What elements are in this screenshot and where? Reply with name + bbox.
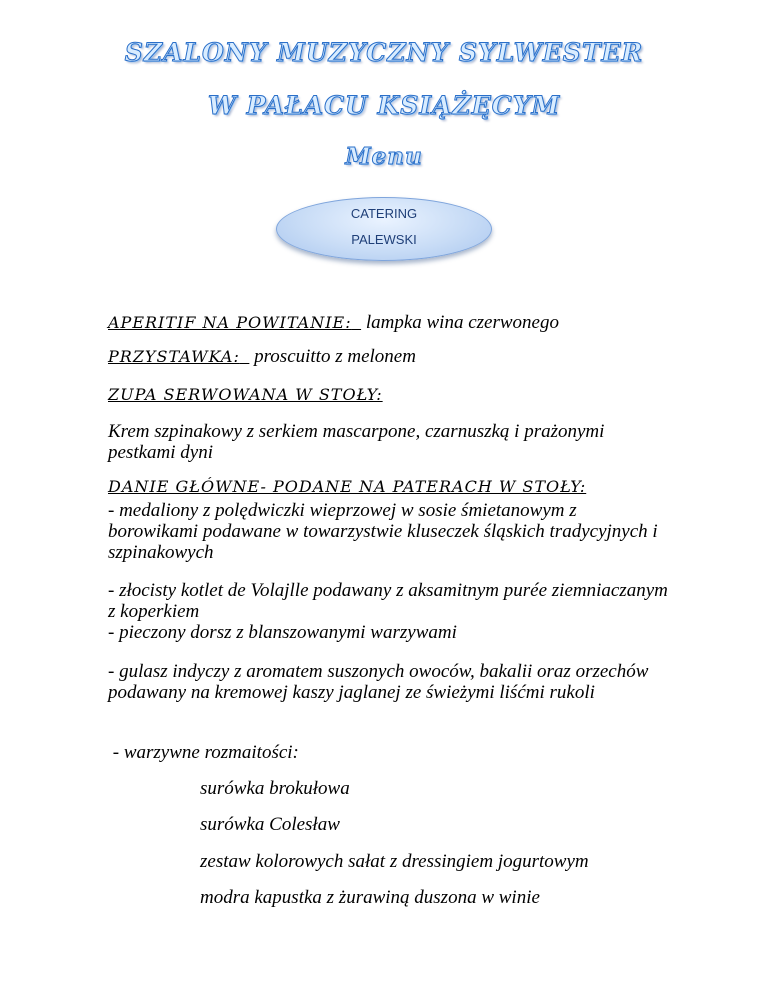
main-item-1: - medaliony z polędwiczki wieprzowej w sosie śmietanowym z borowikami podawane w towarzystwie kluseczek śląskich tradycyjnych i szpinakowych: [108, 500, 658, 563]
starter-heading: PRZYSTAWKA:: [108, 347, 240, 366]
catering-badge: [276, 197, 492, 261]
main-item-3: - gulasz indyczy z aromatem suszonych owoców, bakalii oraz orzechów podawany na kremowej kaszy jaglanej ze świeżymi liśćmi rukoli: [108, 661, 649, 703]
badge-line-2: PALEWSKI: [351, 232, 417, 247]
veg-item: surówka brokułowa: [200, 778, 350, 799]
veg-item: modra kapustka z żurawiną duszona w winie: [200, 887, 540, 908]
starter-text: proscuitto z melonem: [254, 346, 416, 367]
main-row: [108, 476, 586, 498]
venue-title: W PAŁACU KSIĄŻĘCYM: [207, 91, 561, 120]
main-heading: DANIE GŁÓWNE- PODANE NA PATERACH W STOŁY:: [108, 477, 587, 496]
veg-item: surówka Colesław: [200, 814, 340, 835]
menu-title: Menu: [345, 143, 423, 170]
starter-row: [108, 346, 416, 368]
aperitif-row: [108, 312, 559, 334]
soup-row: [108, 384, 383, 406]
soup-heading: ZUPA SERWOWANA W STOŁY:: [108, 385, 383, 404]
main-item-2b: - pieczony dorsz z blanszowanymi warzywami: [108, 622, 457, 643]
veg-heading: - warzywne rozmaitości:: [108, 742, 299, 763]
main-item-2a: - złocisty kotlet de Volajlle podawany z aksamitnym purée ziemniaczanym z koperkiem: [108, 580, 668, 622]
event-title: SZALONY MUZYCZNY SYLWESTER: [124, 38, 644, 67]
veg-item: zestaw kolorowych sałat z dressingiem jogurtowym: [200, 851, 589, 872]
soup-text: Krem szpinakowy z serkiem mascarpone, czarnuszką i prażonymi pestkami dyni: [108, 421, 605, 463]
aperitif-text: lampka wina czerwonego: [365, 312, 559, 333]
badge-line-1: CATERING: [350, 206, 418, 221]
aperitif-heading: APERITIF NA POWITANIE:: [108, 313, 352, 332]
